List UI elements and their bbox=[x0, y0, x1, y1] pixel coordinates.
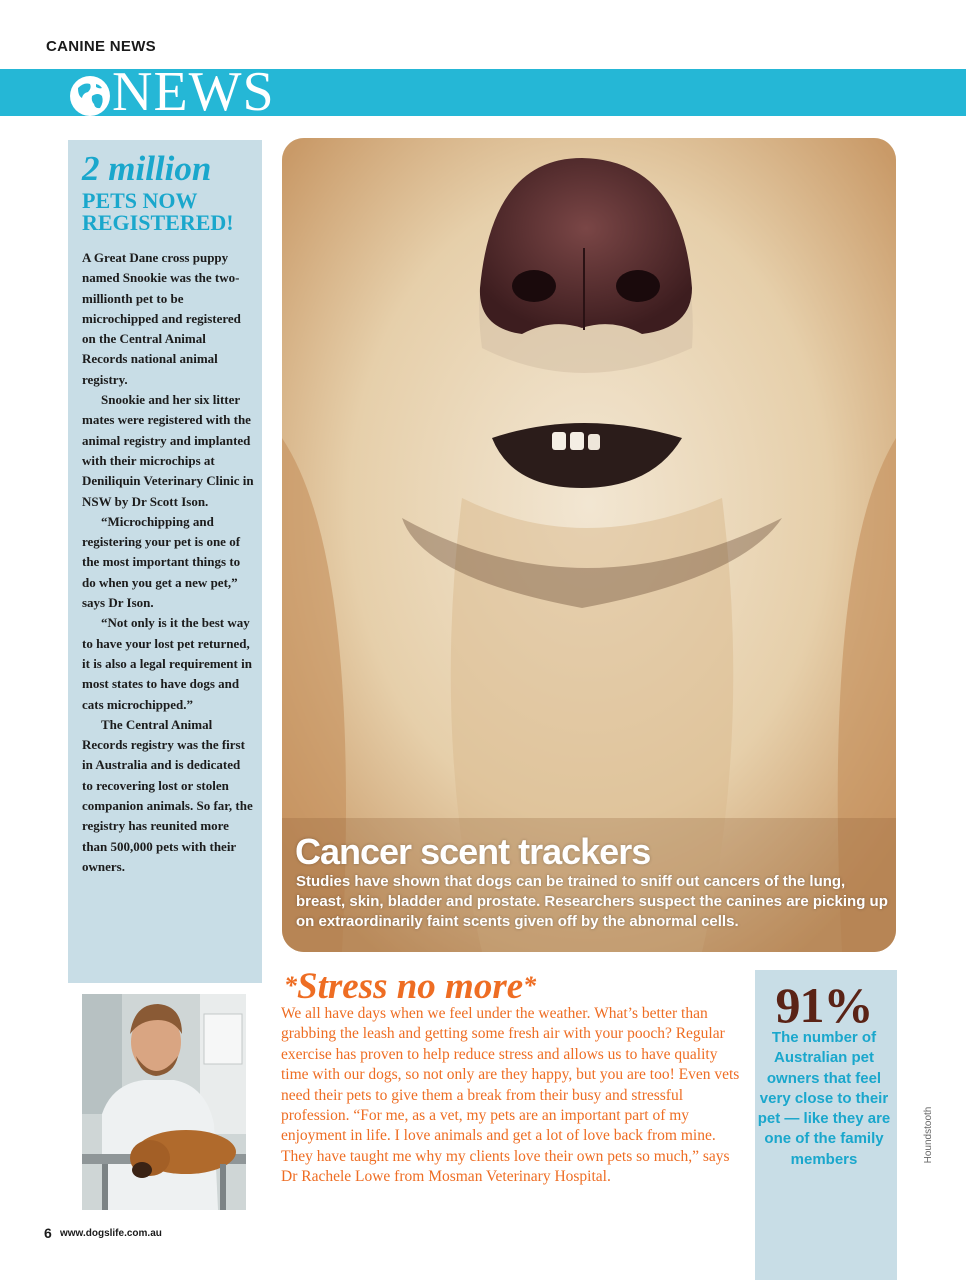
sidebar-big-number: 2 million bbox=[82, 149, 212, 188]
feature-title: Cancer scent trackers bbox=[295, 831, 651, 872]
sidebar-headline-line2: REGISTERED! bbox=[82, 210, 234, 235]
stat-number: 91% bbox=[775, 977, 873, 1033]
footer-url: www.dogslife.com.au bbox=[60, 1228, 162, 1239]
dog-face-photo bbox=[282, 138, 896, 952]
news-banner-title: NEWS bbox=[112, 61, 275, 123]
globe-icon bbox=[68, 74, 112, 118]
vet-with-puppy-photo bbox=[82, 994, 246, 1210]
stress-heading-text: Stress no more bbox=[297, 966, 524, 1007]
sidebar-paragraph: A Great Dane cross puppy named Snookie was the two-millionth pet to be microchipped and registered on the Central Animal Records national animal registry. bbox=[82, 250, 241, 387]
sidebar-article bbox=[82, 248, 254, 877]
stress-body: We all have days when we feel under the weather. What’s better than grabbing the leash and getting some fresh air with your pooch? Regular exercise has proven to help reduce stress and allows us to have quality time with our dogs, so not only are they happy, but you are too! Even vets need their pets to give them a break from their busy and stressful profession. “For me, as a vet, my pets are an important part of my enjoyment in life. I love animals and get a lot of love back from mine. They have taught me why my clients love their own pets so much,” says Dr Rachele Lowe from Mosman Veterinary Hospital. bbox=[281, 1005, 740, 1186]
feature-text: Studies have shown that dogs can be trained to sniff out cancers of the lung, breast, skin, bladder and prostate. Researchers suspect the canines are picking up on extraordinarily faint scents given off by the abnormal cells. bbox=[296, 873, 888, 930]
sidebar-headline bbox=[82, 190, 257, 234]
sidebar-headline-line1: PETS NOW bbox=[82, 188, 198, 213]
sidebar-paragraph: The Central Animal Records registry was the first in Australia and is dedicated to recovering lost or stolen companion animals. So far, the registry has reunited more than 500,000 pets with their owners. bbox=[82, 716, 253, 874]
sidebar-paragraph: “Microchipping and registering your pet is one of the most important things to do when you get a new pet,” says Dr Ison. bbox=[82, 513, 241, 611]
stat-caption: The number of Australian pet owners that feel very close to their pet — like they are one of the family members bbox=[757, 1029, 891, 1168]
stress-heading bbox=[284, 964, 536, 1009]
page-number: 6 bbox=[44, 1225, 52, 1241]
sidebar-paragraph: “Not only is it the best way to have your lost pet returned, it is also a legal requirement in most states to have dogs and cats microchipped.” bbox=[82, 615, 252, 712]
section-label: CANINE NEWS bbox=[46, 38, 156, 55]
star-ornament: * bbox=[523, 971, 537, 1000]
star-ornament: * bbox=[284, 971, 297, 1000]
photo-credit: Houndstooth bbox=[923, 1106, 934, 1164]
sidebar-paragraph: Snookie and her six litter mates were registered with the animal registry and implanted with their microchips at Deniliquin Veterinary Clinic in NSW by Dr Scott Ison. bbox=[82, 392, 254, 509]
